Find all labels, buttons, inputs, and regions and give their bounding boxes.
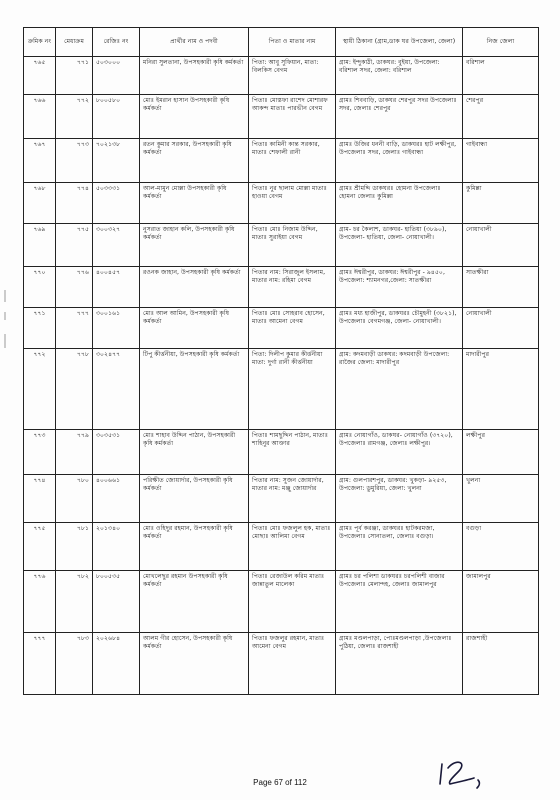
cell-district: লক্ষীপুর [463, 430, 539, 475]
cell-district: বগুড়া [463, 523, 539, 571]
cell-merit: ৭৭৫ [56, 224, 93, 267]
cell-serial: ৭৬৬ [24, 95, 56, 139]
table-row [24, 571, 539, 633]
cell-name: মনিরা সুলতানা, উপসহকারী কৃষি কর্মকর্তা [140, 57, 249, 95]
cell-serial: ৭৬৫ [24, 57, 56, 95]
cell-parents: পিতার নাম: সিরাজুল ইসলাম, মাতার নাম: রহিমা বেগম [249, 267, 336, 308]
cell-serial: ৭৭৩ [24, 430, 56, 475]
cell-merit: ৭৭২ [56, 95, 93, 139]
table-row [24, 183, 539, 224]
cell-name: মোখলেছুর রহমান উপসহকারী কৃষি কর্মকর্তা [140, 571, 249, 633]
cell-district: খুলনা [463, 475, 539, 523]
cell-district: নোয়াখালী [463, 308, 539, 349]
table-row [24, 224, 539, 267]
table-row [24, 57, 539, 95]
cell-address: গ্রামঃ উজির ধননী বাড়ি, ডাকঘরঃ হাট লক্ষীপুর, উপজেলাঃ সদর, জেলাঃ গাইবান্ধা [336, 139, 463, 183]
cell-reg: ৫০৩৩৩১ [93, 183, 140, 224]
cell-address: গ্রামঃ শ্রীমদ্দি ডাকঘরঃ হোমনা উপজেলাঃ হোমনা জেলাঃ কুমিল্লা [336, 183, 463, 224]
cell-reg: ৩০০৩২৭ [93, 224, 140, 267]
cell-reg: ৪০০৬৬১ [93, 475, 140, 523]
cell-reg: ৮০০৫৮০ [93, 95, 140, 139]
cell-merit: ৭৭৩ [56, 139, 93, 183]
cell-serial: ৭৭১ [24, 308, 56, 349]
cell-serial: ৭৭৬ [24, 571, 56, 633]
cell-address: গ্রামঃ পূর্ব করঞ্জা, ডাকঘরঃ হাটকরমজা, উপজেলাঃ সোনাতলা, জেলাঃ বগুড়া। [336, 523, 463, 571]
table-header-row [24, 28, 539, 57]
cell-parents: পিতাঃ মোঃ সোহরাব হোসেন, মাতাঃ আমেনা বেগম [249, 308, 336, 349]
cell-address: গ্রামঃ মণ্ডলপাড়া, পোঃমণ্ডলপাড়া ,উপজেলাঃ পুঠিয়া, জেলাঃ রাজশাহী [336, 633, 463, 695]
table-row [24, 430, 539, 475]
table-row [24, 349, 539, 430]
cell-district: বরিশাল [463, 57, 539, 95]
cell-serial: ৭৭৭ [24, 633, 56, 695]
cell-serial: ৭৭০ [24, 267, 56, 308]
cell-merit: ৭৭৭ [56, 308, 93, 349]
cell-merit: ৭৮০ [56, 475, 93, 523]
cell-district: মাদারীপুর [463, 349, 539, 430]
cell-merit: ৭৭৪ [56, 183, 93, 224]
cell-address: গ্রাম: ইন্দুকাঠী, ডাকঘর: বুইয়া, উপজেলা: বরিশাল সদর, জেলা: বরিশাল [336, 57, 463, 95]
margin-scan-marks [3, 290, 7, 350]
cell-reg: ৮০০৫৩৫ [93, 571, 140, 633]
cell-merit: ৭৭১ [56, 57, 93, 95]
cell-parents: পিতাঃ নুর ছালাম মোল্লা মাতাঃ হাওয়া বেগম [249, 183, 336, 224]
cell-parents: পিতাঃ শামছুদ্দিন পাঠান, মাতাঃ শাহিনুর আক্তার [249, 430, 336, 475]
table-row [24, 475, 539, 523]
header-parents: পিতা ও মাতার নাম [249, 28, 336, 57]
cell-name: নুসরাত জাহান কলি, উপসহকারী কৃষি কর্মকর্তা [140, 224, 249, 267]
cell-name: রওনক জাহান, উপসহকারী কৃষি কর্মকর্তা [140, 267, 249, 308]
cell-district: কুমিল্লা [463, 183, 539, 224]
cell-reg: ৪০০৪৫৭ [93, 267, 140, 308]
cell-merit: ৭৮২ [56, 571, 93, 633]
cell-merit: ৭৮১ [56, 523, 93, 571]
cell-reg: ৭০২১৩৮ [93, 139, 140, 183]
cell-parents: পিতা: দিলীপ কুমার কীর্ত্তনীয়া মাতা: দুর্গা রানী কীর্ত্তনীয়া [249, 349, 336, 430]
cell-reg: ২০১৩৪০ [93, 523, 140, 571]
cell-address: গ্রাম: গুলপারশপুর, ডাকঘর: খুকড়া- ৯২৫৩, উপজেলা: ডুমুরিয়া, জেলা: খুলনা [336, 475, 463, 523]
table-row [24, 523, 539, 571]
table-body [24, 57, 539, 695]
cell-parents: পিতাঃ কামিনী কান্ত সরকার, মাতাঃ শেফালী রানী [249, 139, 336, 183]
cell-parents: পিতাঃ ফজলুর রহমান, মাতাঃ আমেনা বেগম [249, 633, 336, 695]
cell-address: গ্রামঃ শিববাড়ি, ডাকঘর শেরপুর সদর উপজেলাঃ সদর, জেলাঃ শেরপুর [336, 95, 463, 139]
cell-name: রতন কুমার সরকার, উপসহকারী কৃষি কর্মকর্তা [140, 139, 249, 183]
table-row [24, 139, 539, 183]
cell-district: শেরপুর [463, 95, 539, 139]
cell-merit: ৭৭৯ [56, 430, 93, 475]
header-district: নিজ জেলা [463, 28, 539, 57]
cell-reg: ৩০০১৬১ [93, 308, 140, 349]
cell-serial: ৭৬৭ [24, 139, 56, 183]
cell-address: গ্রাম- চর কৈলাশ, ডাকঘর- হাতিয়া (৩৮৯০), উপজেলা- হাতিয়া, জেলা- নোয়াখালী। [336, 224, 463, 267]
page-number: Page 67 of 112 [253, 778, 307, 787]
cell-reg: ২০২৬৮৪ [93, 633, 140, 695]
cell-parents: পিতাঃ মোস্তফা রাশেদ মোশারফ আকন্দ মাতাঃ পারভীন বেগম [249, 95, 336, 139]
handwritten-initial [434, 756, 514, 790]
cell-district: জামালপুর [463, 571, 539, 633]
cell-serial: ৭৭২ [24, 349, 56, 430]
cell-address: গ্রামঃ চর পলিশা ডাকঘরঃ চরপলিশী বাজার উপজেলাঃ মেলান্দহ, জেলাঃ জামালপুর [336, 571, 463, 633]
cell-name: আলম গীর হোসেন, উপসহকারী কৃষি কর্মকর্তা [140, 633, 249, 695]
cell-district: সাতক্ষীরা [463, 267, 539, 308]
header-merit: মেধাক্রম [56, 28, 93, 57]
cell-parents: পিতা: আবু সুফিয়ান, মাতা: বিলকিস বেগম [249, 57, 336, 95]
cell-reg: ৫০৩০০০ [93, 57, 140, 95]
cell-district: নোয়াখালী [463, 224, 539, 267]
cell-address: গ্রামঃ ঈশ্বরীপুর, ডাকঘর: ঈশ্বরীপুর - ৯৪৫০, উপজেলা: শ্যামনগর,জেলা: সাতক্ষীরা [336, 267, 463, 308]
table-row [24, 95, 539, 139]
header-serial: ক্রমিক নং [24, 28, 56, 57]
cell-name: মোঃ শাহাব উদ্দিন পাঠান, উপসহকারী কৃষি কর্মকর্তা [140, 430, 249, 475]
cell-parents: পিতাঃ মোঃ নিজাম উদ্দিন, মাতাঃ সুরাইয়া বেগম [249, 224, 336, 267]
cell-merit: ৭৮৩ [56, 633, 93, 695]
cell-district: গাইবান্ধা [463, 139, 539, 183]
cell-reg: ৩০২৪৭৭ [93, 349, 140, 430]
cell-name: আল-মামুন মোল্লা উপসহকারী কৃষি কর্মকর্তা [140, 183, 249, 224]
header-address: স্থায়ী ঠিকানা (গ্রাম,ডাক ঘর উপজেলা, জেলা) [336, 28, 463, 57]
header-name: প্রার্থীর নাম ও পদবী [140, 28, 249, 57]
cell-name: টিপু কীর্ত্তনীয়া, উপসহকারী কৃষি কর্মকর্তা [140, 349, 249, 430]
cell-serial: ৭৭৫ [24, 523, 56, 571]
cell-merit: ৭৭৮ [56, 349, 93, 430]
cell-serial: ৭৬৮ [24, 183, 56, 224]
candidate-table [23, 27, 539, 695]
cell-name: মোঃ ওহিদুর রহমান, উপসহকারী কৃষি কর্মকর্তা [140, 523, 249, 571]
cell-name: মোঃ আল আমিন, উপসহকারী কৃষি কর্মকর্তা [140, 308, 249, 349]
table-row [24, 633, 539, 695]
cell-address: গ্রাম: কদমবাড়ী ডাকঘর: কদমবাড়ী উপজেলা: রাজৈর জেলা: মাদারীপুর [336, 349, 463, 430]
header-reg: রেজিঃ নং [93, 28, 140, 57]
cell-name: মোঃ ইমরান হাসান উপসহকারী কৃষি কর্মকর্তা [140, 95, 249, 139]
cell-district: রাজশাহী [463, 633, 539, 695]
cell-parents: পিতার নাম: সুজন জোয়ার্দার, মাতার নাম: মঞ্জু জোয়ার্দার [249, 475, 336, 523]
cell-serial: ৭৬৯ [24, 224, 56, 267]
cell-merit: ৭৭৬ [56, 267, 93, 308]
cell-parents: পিতাঃ রেজাউল করিম মাতাঃ জান্নাতুল মালেকা [249, 571, 336, 633]
table-row [24, 308, 539, 349]
table-row [24, 267, 539, 308]
cell-reg: ৩০৩৫৩১ [93, 430, 140, 475]
cell-serial: ৭৭৪ [24, 475, 56, 523]
cell-address: গ্রামঃ নোয়াগাঁও, ডাকঘর- নোয়াগাঁও (৩৭২০), উপজেলাঃ রামগঞ্জ, জেলাঃ লক্ষীপুর। [336, 430, 463, 475]
cell-parents: পিতাঃ মোঃ ফজলুল হক, মাতাঃ মোছাঃ আলিমা বেগম [249, 523, 336, 571]
cell-name: পরিক্ষীত জোয়ার্দার, উপসহকারী কৃষি কর্মকর্তা [140, 475, 249, 523]
cell-address: গ্রামঃ মধ্য হাজীপুর, ডাকঘরঃ চৌমুহনী (৩৮২১), উপজেলাঃ বেগমগঞ্জ, জেলা- নোয়াখালী। [336, 308, 463, 349]
